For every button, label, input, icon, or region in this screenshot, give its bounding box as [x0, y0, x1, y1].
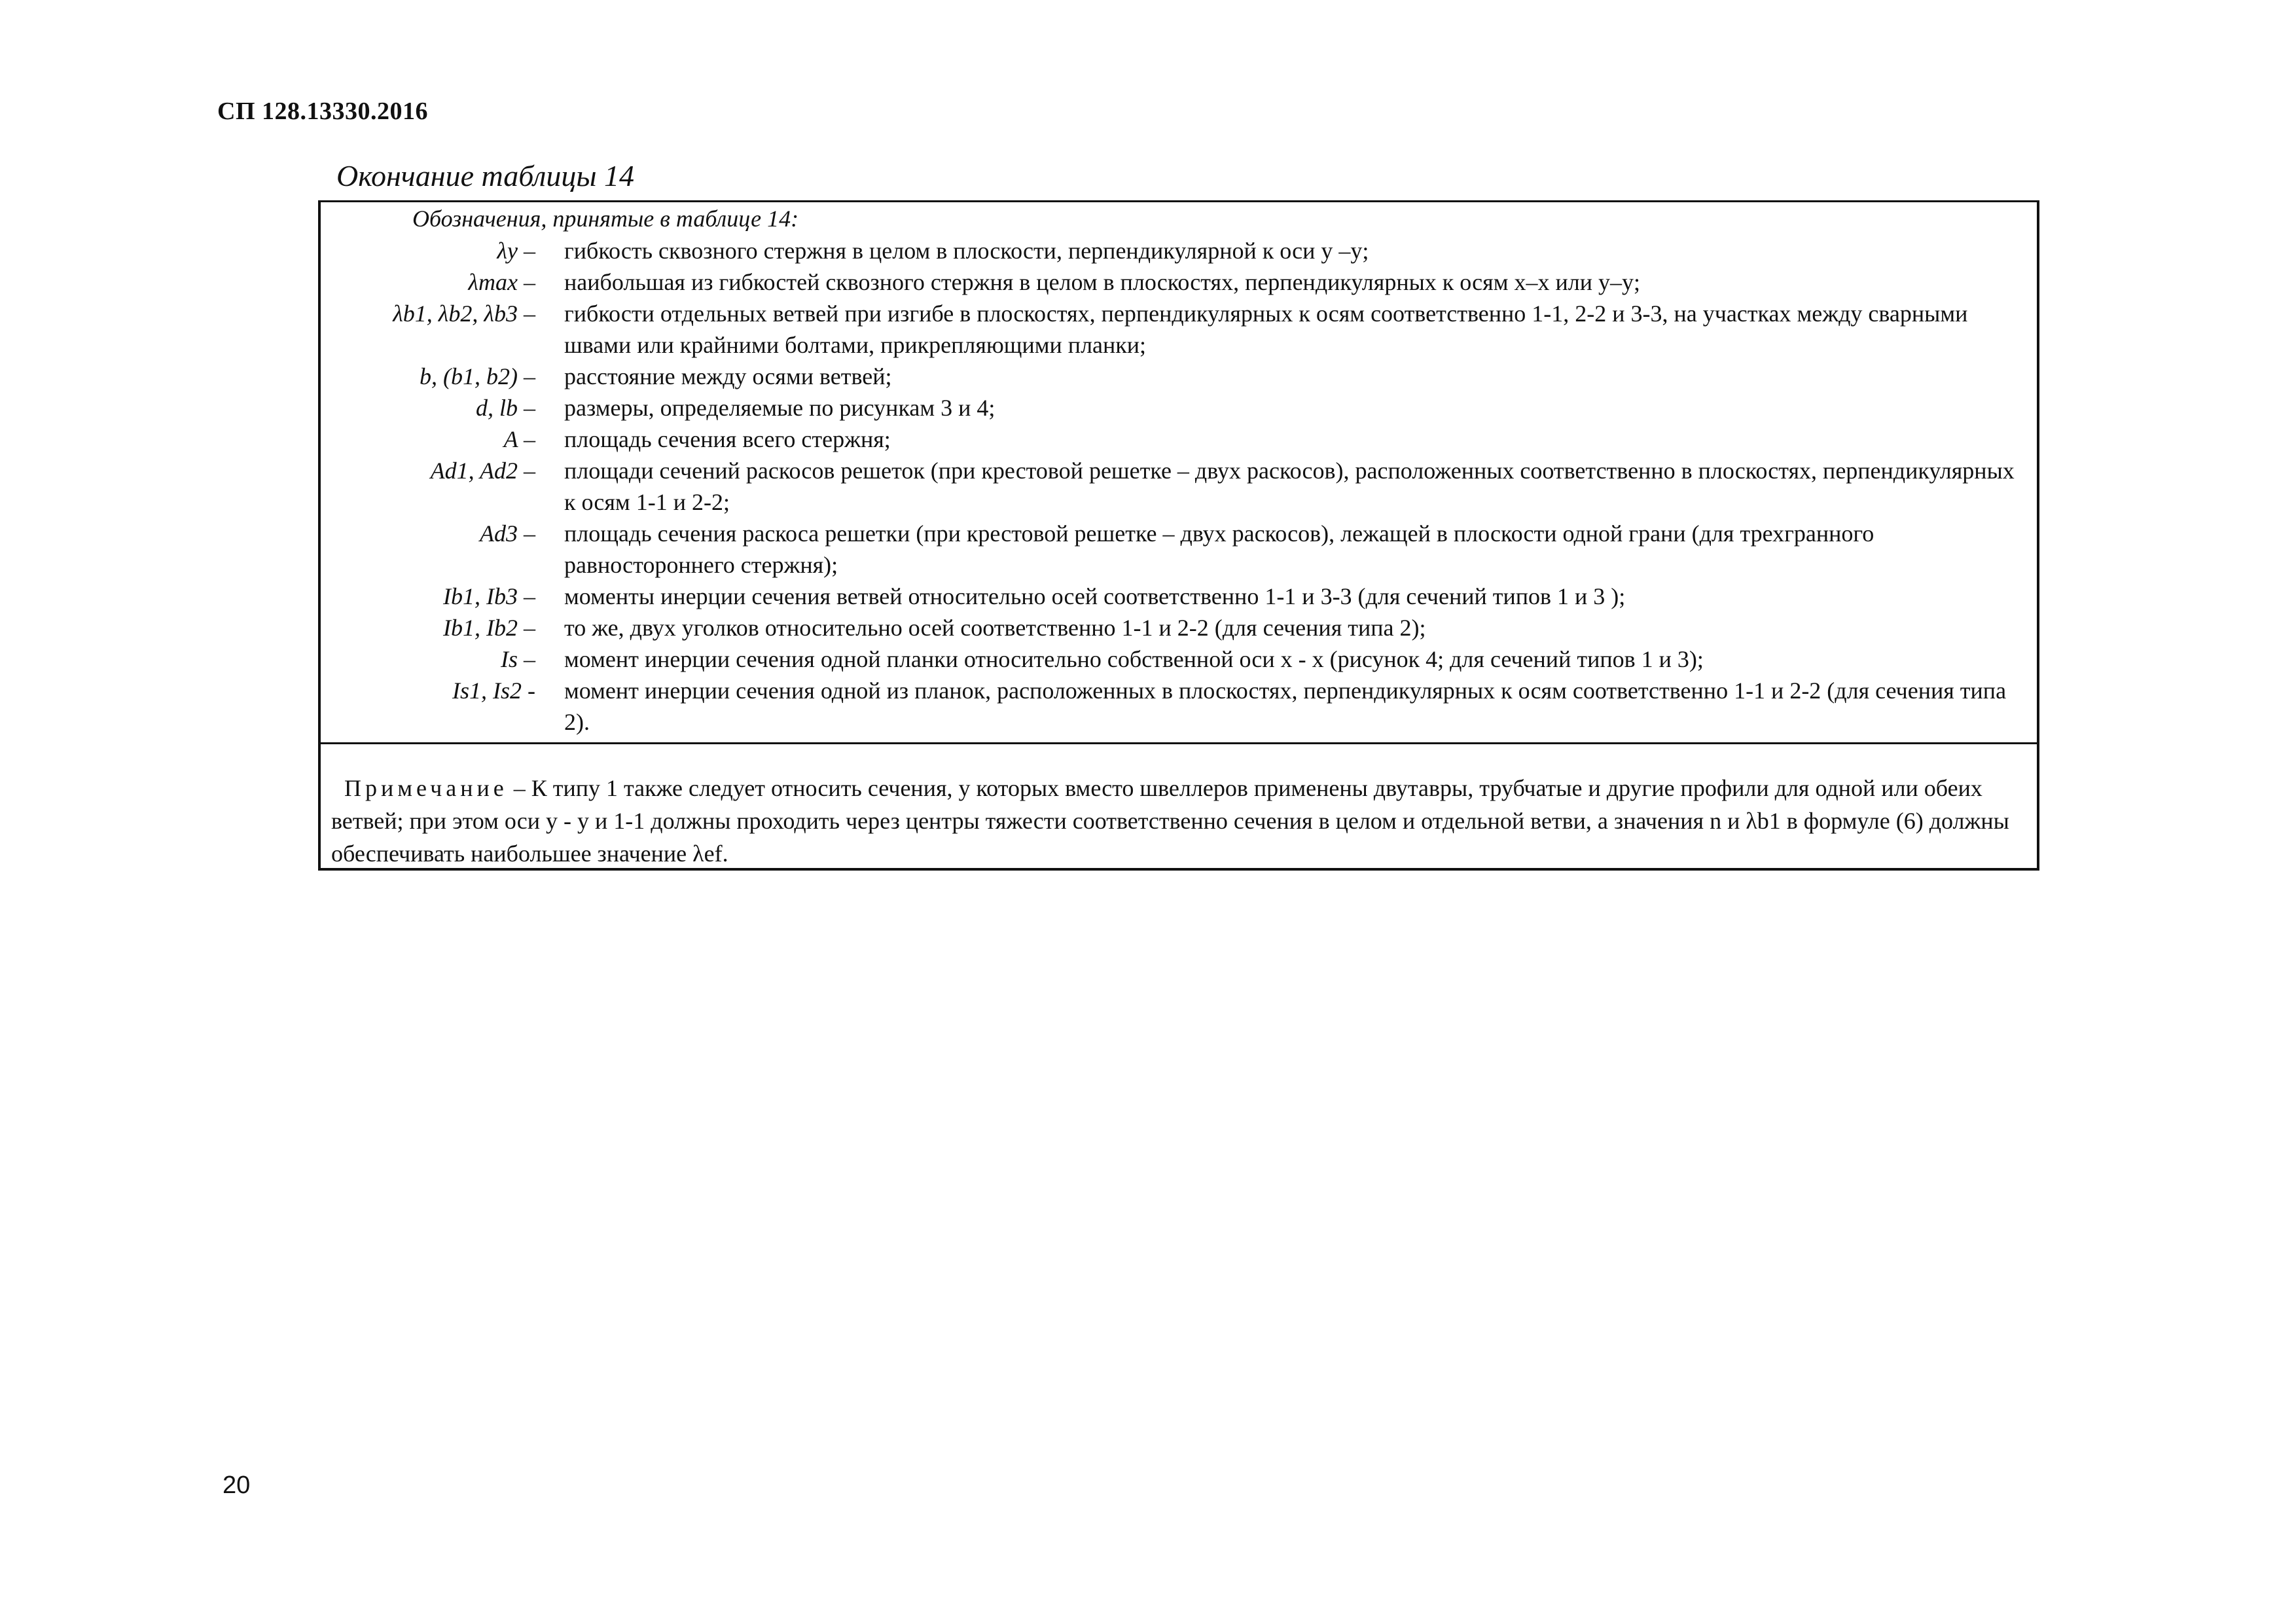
definition-symbol: λb1, λb2, λb3 – [393, 300, 535, 327]
definition-text: моменты инерции сечения ветвей относительно осей соответственно 1-1 и 3-3 (для сечений типов 1 и 3 ); [564, 583, 1626, 609]
definition-text: площадь сечения всего стержня; [564, 426, 891, 452]
definition-text: расстояние между осями ветвей; [564, 363, 892, 389]
definition-symbol: Ad1, Ad2 – [430, 458, 535, 484]
definition-symbol: Ib1, Ib2 – [443, 615, 535, 641]
definition-text: площади сечений раскосов решеток (при крестовой решетке – двух раскосов), расположенных соответственно в плоскостях, перпендикулярных к осям 1-1 и 2-2; [564, 458, 2015, 515]
page-number: 20 [223, 1471, 251, 1499]
note-label: Примечание [344, 775, 508, 801]
definition-text: момент инерции сечения одной планки относительно собственной оси x - x (рисунок 4; для сечений типов 1 и 3); [564, 646, 1704, 672]
definition-text: момент инерции сечения одной из планок, расположенных в плоскостях, перпендикулярных к осям соответственно 1-1 и 2-2 (для сечения типа 2). [564, 677, 2007, 735]
definition-text: гибкости отдельных ветвей при изгибе в плоскостях, перпендикулярных к осям соответственно 1-1, 2-2 и 3-3, на участках между сварными швами или крайними болтами, прикрепляющими планки; [564, 300, 1968, 358]
definition-symbol: Ad3 – [480, 520, 535, 547]
note-text: – К типу 1 также следует относить сечения, у которых вместо швеллеров применены двутавры, трубчатые и другие профили для одной или обеих ветвей; при этом оси y - y и 1-1 должны проходить через центры тяжести соответственно сечения в целом и отдельной ветви, а значения n и λb1 в формуле (6) должны обеспечивать наибольшее значение λef. [331, 775, 2009, 867]
definition-symbol: λy – [497, 238, 535, 264]
designations-heading: Обозначения, принятые в таблице 14: [412, 206, 799, 232]
table-note [331, 772, 2026, 870]
table-frame [318, 200, 2039, 871]
definition-text: гибкость сквозного стержня в целом в плоскости, перпендикулярной к оси y –y; [564, 238, 1369, 264]
definition-symbol: Is – [501, 646, 535, 672]
definition-symbol: d, lb – [475, 395, 535, 421]
definition-text: то же, двух уголков относительно осей соответственно 1-1 и 2-2 (для сечения типа 2); [564, 615, 1426, 641]
definition-symbol: A – [503, 426, 535, 452]
definition-symbol: Is1, Is2 - [452, 677, 535, 704]
definition-symbol: b, (b1, b2) – [420, 363, 535, 389]
doc-code: СП 128.13330.2016 [217, 98, 428, 125]
definition-text: наибольшая из гибкостей сквозного стержня в целом в плоскостях, перпендикулярных к осям x–x или y–y; [564, 269, 1640, 295]
designations-block [321, 202, 2037, 744]
definition-symbol: λmax – [468, 269, 535, 295]
definition-text: площадь сечения раскоса решетки (при крестовой решетке – двух раскосов), лежащей в плоскости одной грани (для трехгранного равностороннего стержня); [564, 520, 1874, 578]
definition-text: размеры, определяемые по рисункам 3 и 4; [564, 395, 996, 421]
definition-symbol: Ib1, Ib3 – [443, 583, 535, 609]
table-caption: Окончание таблицы 14 [336, 159, 634, 192]
